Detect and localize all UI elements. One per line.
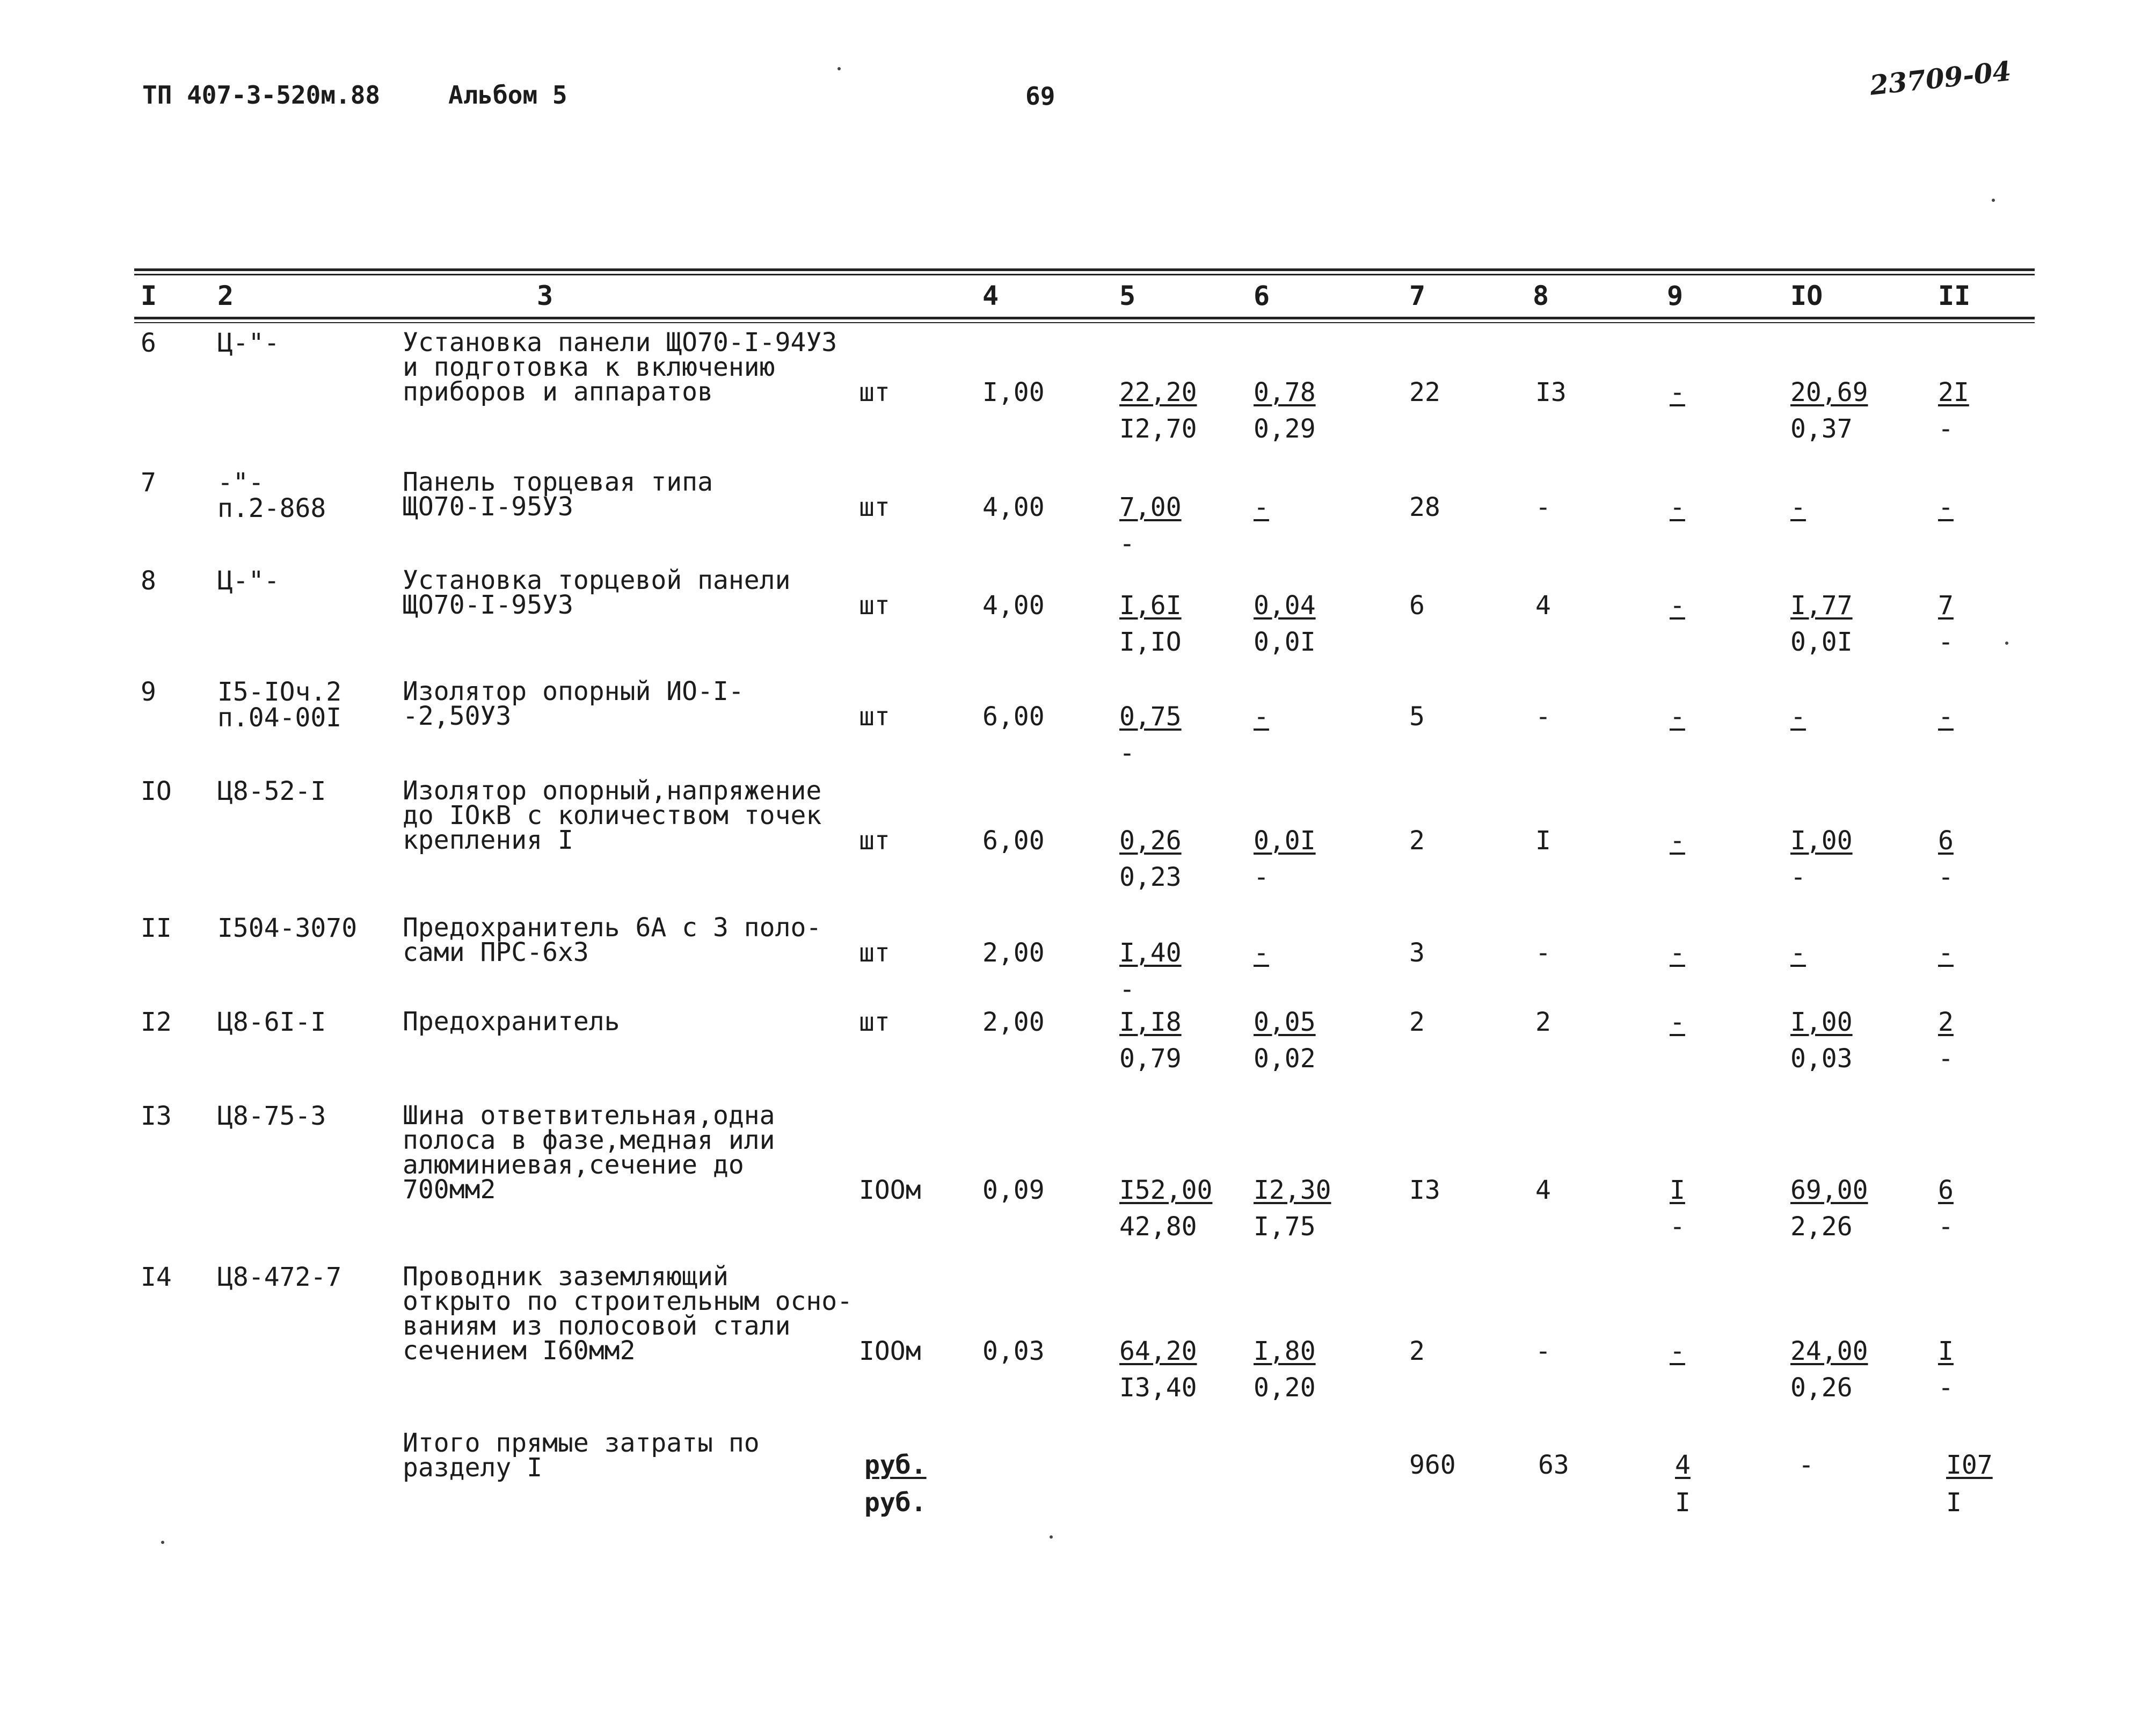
row-col6: 0,78	[1254, 377, 1316, 407]
row-col5: 64,20	[1119, 1336, 1197, 1366]
scan-speck	[1050, 1535, 1053, 1539]
row-col5-secondary: -	[1119, 974, 1135, 1004]
row-col11: -	[1938, 938, 1954, 968]
row-col7: 28	[1409, 492, 1440, 522]
row-number: I3	[141, 1101, 172, 1131]
row-col7: I3	[1409, 1175, 1440, 1205]
row-unit: шт	[859, 1007, 890, 1037]
row-col9: -	[1670, 938, 1685, 968]
row-col9: -	[1670, 826, 1685, 856]
row-col10-secondary: -	[1790, 862, 1806, 892]
row-col9: -	[1670, 591, 1685, 621]
col-header-5: 5	[1119, 280, 1136, 311]
row-col10: -	[1790, 492, 1806, 522]
row-unit: IOOм	[859, 1175, 921, 1205]
total-col9: 4	[1675, 1450, 1691, 1480]
row-col8: 4	[1535, 1175, 1551, 1205]
row-description: Панель торцевая типа ЩО70-I-95УЗ	[403, 467, 713, 522]
row-col6-secondary: 0,0I	[1254, 627, 1316, 657]
row-col11: 6	[1938, 826, 1954, 856]
row-number: I4	[141, 1262, 172, 1292]
row-quantity: 6,00	[982, 826, 1045, 856]
row-col5: 22,20	[1119, 377, 1197, 407]
row-col8: 4	[1535, 591, 1551, 621]
row-description: Шина ответвительная,одна полоса в фазе,медная или алюминиевая,сечение до 700мм2	[403, 1101, 775, 1205]
row-code: Ц-"-	[217, 328, 280, 358]
row-col11-secondary: -	[1938, 862, 1954, 892]
row-col5-secondary: I,IO	[1119, 627, 1182, 657]
table-top-rule	[134, 268, 2035, 271]
scan-speck	[161, 1541, 164, 1544]
row-unit: шт	[859, 938, 890, 968]
row-code: -"- п.2-868	[217, 468, 326, 523]
row-col9: -	[1670, 1336, 1685, 1366]
row-unit: шт	[859, 492, 890, 522]
row-quantity: 4,00	[982, 492, 1045, 522]
row-col7: 2	[1409, 826, 1425, 856]
row-col7: 5	[1409, 702, 1425, 732]
row-col10-secondary: 2,26	[1790, 1212, 1853, 1242]
row-col5: 0,75	[1119, 702, 1182, 732]
row-col11: 6	[1938, 1175, 1954, 1205]
total-unit-secondary: руб.	[864, 1488, 927, 1518]
row-col5-secondary: I3,40	[1119, 1373, 1197, 1403]
row-quantity: I,00	[982, 377, 1045, 407]
row-col8: 2	[1535, 1007, 1551, 1037]
total-label: Итого прямые затраты по разделу I	[403, 1428, 760, 1483]
row-col8: -	[1535, 702, 1551, 732]
row-col5: 7,00	[1119, 492, 1182, 522]
row-unit: шт	[859, 591, 890, 621]
total-unit: руб.	[864, 1450, 927, 1480]
col-header-7: 7	[1409, 280, 1426, 311]
scan-speck	[2005, 642, 2008, 645]
row-number: IO	[141, 776, 172, 806]
row-col11: 7	[1938, 591, 1954, 621]
row-unit: IOOм	[859, 1336, 921, 1366]
total-col9-secondary: I	[1675, 1488, 1691, 1518]
row-col8: I3	[1535, 377, 1567, 407]
row-col6: -	[1254, 492, 1269, 522]
row-description: Проводник заземляющий открыто по строительным осно- ваниям из полосовой стали сечением I60мм2	[403, 1262, 853, 1366]
row-number: 8	[141, 566, 156, 596]
row-col9: -	[1670, 492, 1685, 522]
col-header-4: 4	[982, 280, 999, 311]
row-col6: 0,04	[1254, 591, 1316, 621]
row-col6-secondary: I,75	[1254, 1212, 1316, 1242]
header-bottom-rule	[134, 317, 2035, 319]
row-col11: I	[1938, 1336, 1954, 1366]
row-col11: -	[1938, 702, 1954, 732]
row-col6: I,80	[1254, 1336, 1316, 1366]
page-number: 69	[1025, 82, 1055, 111]
row-description: Изолятор опорный ИО-I- -2,50УЗ	[403, 676, 744, 731]
col-header-11: II	[1938, 280, 1971, 311]
total-col11-secondary: I	[1946, 1488, 1962, 1518]
total-col10: -	[1798, 1450, 1814, 1480]
row-quantity: 0,03	[982, 1336, 1045, 1366]
row-code: Ц8-52-I	[217, 776, 326, 806]
row-col5-secondary: -	[1119, 529, 1135, 559]
row-col9: -	[1670, 1007, 1685, 1037]
row-col9-secondary: -	[1670, 1212, 1685, 1242]
row-col5: I,6I	[1119, 591, 1182, 621]
col-header-10: IO	[1790, 280, 1823, 311]
row-description: Предохранитель	[403, 1007, 620, 1037]
col-header-6: 6	[1254, 280, 1270, 311]
row-col10: 24,00	[1790, 1336, 1868, 1366]
row-col5: I,40	[1119, 938, 1182, 968]
row-code: Ц8-75-3	[217, 1101, 326, 1131]
row-quantity: 6,00	[982, 702, 1045, 732]
row-col11-secondary: -	[1938, 1373, 1954, 1403]
row-col10: 20,69	[1790, 377, 1868, 407]
row-col10-secondary: 0,37	[1790, 414, 1853, 444]
row-col8: -	[1535, 938, 1551, 968]
row-quantity: 2,00	[982, 938, 1045, 968]
row-col11-secondary: -	[1938, 627, 1954, 657]
row-col9: -	[1670, 702, 1685, 732]
row-col6-secondary: -	[1254, 862, 1269, 892]
row-col10: I,77	[1790, 591, 1853, 621]
row-col10: -	[1790, 702, 1806, 732]
row-col6-secondary: 0,29	[1254, 414, 1316, 444]
row-col7: 6	[1409, 591, 1425, 621]
total-col8: 63	[1538, 1450, 1569, 1480]
row-col6: I2,30	[1254, 1175, 1331, 1205]
row-col5: I52,00	[1119, 1175, 1213, 1205]
scan-speck	[1992, 199, 1995, 202]
row-number: I2	[141, 1007, 172, 1037]
col-header-3: 3	[537, 280, 553, 311]
table-top-rule-2	[134, 274, 2035, 275]
header-bottom-rule-2	[134, 322, 2035, 323]
document-code: ТП 407-3-520м.88	[142, 81, 381, 110]
row-col8: I	[1535, 826, 1551, 856]
row-col5: I,I8	[1119, 1007, 1182, 1037]
row-code: Ц8-6I-I	[217, 1007, 326, 1037]
row-col6: -	[1254, 702, 1269, 732]
row-code: Ц-"-	[217, 566, 280, 596]
album-label: Альбом 5	[448, 81, 567, 110]
row-col5: 0,26	[1119, 826, 1182, 856]
row-description: Установка панели ЩО70-I-94УЗ и подготовка к включению приборов и аппаратов	[403, 327, 837, 407]
row-col7: 22	[1409, 377, 1440, 407]
row-col11-secondary: -	[1938, 414, 1954, 444]
row-col11: 2	[1938, 1007, 1954, 1037]
row-col6: 0,0I	[1254, 826, 1316, 856]
row-col7: 2	[1409, 1007, 1425, 1037]
row-description: Изолятор опорный,напряжение до IOкВ с количеством точек крепления I	[403, 776, 822, 855]
col-header-2: 2	[217, 280, 234, 311]
row-col10: I,00	[1790, 1007, 1853, 1037]
row-unit: шт	[859, 826, 890, 856]
row-col6: -	[1254, 938, 1269, 968]
row-col7: 3	[1409, 938, 1425, 968]
row-number: 9	[141, 677, 156, 707]
row-col10: 69,00	[1790, 1175, 1868, 1205]
scan-speck	[837, 67, 841, 70]
col-header-1: I	[141, 280, 157, 311]
row-col9: I	[1670, 1175, 1685, 1205]
row-description: Установка торцевой панели ЩО70-I-95УЗ	[403, 565, 791, 620]
row-col5-secondary: -	[1119, 738, 1135, 768]
row-code: I5-IOч.2 п.04-00I	[217, 677, 342, 733]
inventory-stamp: 23709-04	[1868, 55, 2013, 101]
row-quantity: 0,09	[982, 1175, 1045, 1205]
row-col10: -	[1790, 938, 1806, 968]
row-col8: -	[1535, 492, 1551, 522]
row-col11: -	[1938, 492, 1954, 522]
row-quantity: 4,00	[982, 591, 1045, 621]
row-description: Предохранитель 6А с 3 поло- сами ПРС-6х3	[403, 913, 822, 967]
total-col7: 960	[1409, 1450, 1456, 1480]
row-col11: 2I	[1938, 377, 1969, 407]
row-col5-secondary: 0,23	[1119, 862, 1182, 892]
row-col6-secondary: 0,20	[1254, 1373, 1316, 1403]
row-col10-secondary: 0,0I	[1790, 627, 1853, 657]
row-col10-secondary: 0,03	[1790, 1044, 1853, 1074]
row-col5-secondary: 42,80	[1119, 1212, 1197, 1242]
col-header-8: 8	[1533, 280, 1549, 311]
row-number: 6	[141, 328, 156, 358]
row-col11-secondary: -	[1938, 1212, 1954, 1242]
row-col5-secondary: 0,79	[1119, 1044, 1182, 1074]
row-number: II	[141, 913, 172, 943]
row-col10-secondary: 0,26	[1790, 1373, 1853, 1403]
row-code: Ц8-472-7	[217, 1262, 342, 1292]
row-unit: шт	[859, 702, 890, 732]
row-col6: 0,05	[1254, 1007, 1316, 1037]
row-unit: шт	[859, 377, 890, 407]
row-col9: -	[1670, 377, 1685, 407]
total-col11: I07	[1946, 1450, 1993, 1480]
row-col7: 2	[1409, 1336, 1425, 1366]
row-number: 7	[141, 468, 156, 498]
row-col8: -	[1535, 1336, 1551, 1366]
row-col5-secondary: I2,70	[1119, 414, 1197, 444]
col-header-9: 9	[1667, 280, 1684, 311]
row-col10: I,00	[1790, 826, 1853, 856]
row-code: I504-3070	[217, 913, 358, 943]
row-col6-secondary: 0,02	[1254, 1044, 1316, 1074]
row-quantity: 2,00	[982, 1007, 1045, 1037]
row-col11-secondary: -	[1938, 1044, 1954, 1074]
